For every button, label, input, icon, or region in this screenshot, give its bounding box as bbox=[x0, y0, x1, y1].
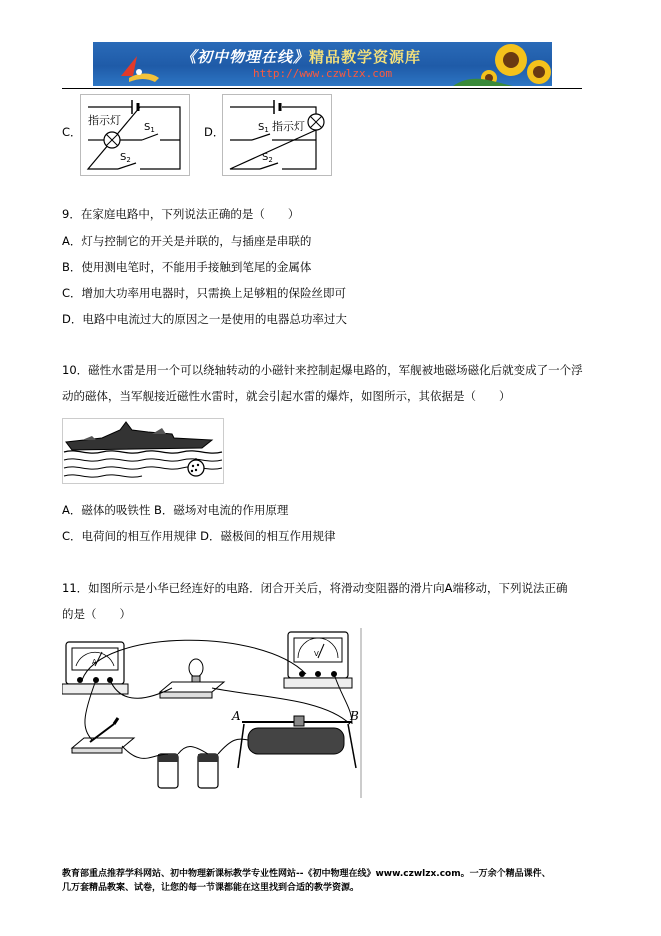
svg-text:A: A bbox=[92, 658, 97, 666]
ammeter bbox=[62, 642, 128, 694]
circuit-diagram-c bbox=[80, 94, 190, 176]
footer-line1: 教育部重点推荐学科网站、初中物理新课标教学专业性网站--《初中物理在线》www.czwlzx.com。一万余个精品课件、 bbox=[62, 869, 551, 879]
banner-title bbox=[181, 46, 421, 67]
logo-icon bbox=[121, 56, 159, 82]
q10-options-ab: A．磁体的吸铁性 B．磁场对电流的作用原理 bbox=[62, 503, 289, 517]
indicator-lamp-label-d: 指示灯 bbox=[272, 120, 305, 133]
footer-line2: 几万套精品教案、试卷，让您的每一节课都能在这里找到合适的教学资源。 bbox=[62, 883, 360, 893]
banner-url: http://www.czwlzx.com bbox=[253, 67, 393, 80]
q9-option-c: C．增加大功率用电器时，只需换上足够粗的保险丝即可 bbox=[62, 286, 347, 300]
banner-subtitle: 精品教学资源库 bbox=[309, 48, 422, 66]
sunflower-decoration bbox=[453, 44, 551, 86]
q11-stem-line1: 11．如图所示是小华已经连好的电路．闭合开关后，将滑动变阻器的滑片向A端移动，下列说法正确 bbox=[62, 581, 568, 595]
voltmeter bbox=[284, 632, 352, 688]
svg-text:S2: $S_2$ bbox=[120, 152, 131, 164]
svg-text:S1: $S_1$ bbox=[258, 122, 269, 134]
svg-text:V: V bbox=[314, 650, 319, 658]
knife-switch bbox=[72, 718, 134, 753]
svg-text:S2: $S_2$ bbox=[262, 152, 273, 164]
option-c-label: C． bbox=[62, 125, 82, 139]
lamp-on-base bbox=[160, 659, 224, 698]
svg-text:B: B bbox=[350, 709, 359, 723]
option-d-label: D． bbox=[204, 125, 225, 139]
q10-stem-line1: 10．磁性水雷是用一个可以绕轴转动的小磁针来控制起爆电路的，军舰被地磁场磁化后就变成了一个浮 bbox=[62, 363, 583, 377]
sliding-rheostat bbox=[231, 709, 359, 768]
q10-options-cd: C．电荷间的相互作用规律 D．磁极间的相互作用规律 bbox=[62, 529, 336, 543]
header-rule bbox=[62, 88, 582, 89]
warship-mine-figure bbox=[62, 418, 224, 484]
q9-option-d: D．电路中电流过大的原因之一是使用的电器总功率过大 bbox=[62, 312, 347, 326]
svg-text:S1: $S_1$ bbox=[144, 122, 155, 134]
svg-text:A: A bbox=[232, 709, 241, 723]
q11-stem-line2: 的是（ ） bbox=[62, 607, 131, 621]
q9-option-b: B．使用测电笔时，不能用手接触到笔尾的金属体 bbox=[62, 260, 312, 274]
circuit-apparatus-figure bbox=[62, 628, 362, 798]
indicator-lamp-label: 指示灯 bbox=[88, 114, 121, 127]
circuit-diagram-d bbox=[222, 94, 332, 176]
header-banner bbox=[93, 42, 552, 86]
q9-stem: 9．在家庭电路中，下列说法正确的是（ ） bbox=[62, 207, 300, 221]
banner-title-main: 《初中物理在线》 bbox=[181, 48, 310, 66]
batteries bbox=[158, 754, 218, 788]
q10-stem-line2: 动的磁体，当军舰接近磁性水雷时，就会引起水雷的爆炸，如图所示，其依据是（ ） bbox=[62, 389, 511, 403]
q9-option-a: A．灯与控制它的开关是并联的，与插座是串联的 bbox=[62, 234, 312, 248]
